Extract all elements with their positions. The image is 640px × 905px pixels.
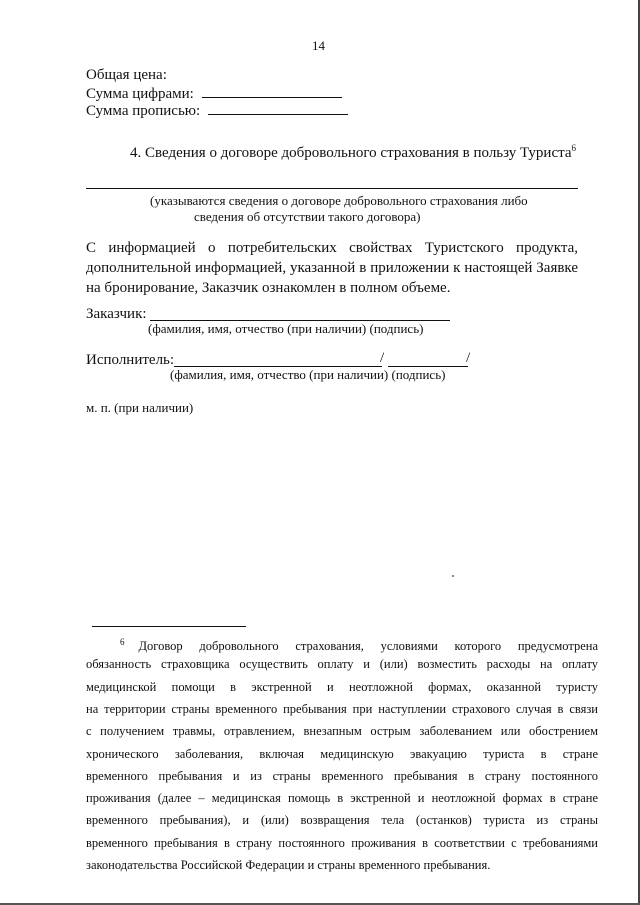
footnote-line-text: медицинской помощи в экстренной и неотложной формах, оказанной туристу — [86, 679, 598, 694]
footnote-line-text: обязанность страховщика осуществить оплату и (или) возместить расходы на оплату — [86, 657, 598, 672]
footnote-line-text: временного пребывания), и (или) возвращения тела (останков) туриста из страны — [86, 813, 598, 828]
section-4-title — [130, 143, 576, 162]
footnote-line-text: с получением травмы, отравлением, внезапным острым заболеванием или обострением — [86, 724, 598, 739]
sum-words-label: Сумма прописью: — [86, 103, 201, 119]
insurance-note-line2: сведения об отсутствии такого договора) — [194, 209, 421, 224]
footnote-line-text: временного пребывания и из страны временного пребывания в страну постоянного — [86, 768, 598, 783]
executor-caption: (фамилия, имя, отчество (при наличии) (подпись) — [170, 367, 446, 382]
footnote-line — [86, 765, 598, 787]
footnote-ref: 6 — [571, 143, 577, 153]
footnote-line-text: временного пребывания в страну постоянного проживания в соответствии с требованиями — [86, 835, 598, 850]
executor-label: Исполнитель: — [86, 352, 175, 368]
page-number: 14 — [312, 38, 325, 53]
footnote-line — [86, 854, 598, 876]
footnote-line — [86, 809, 598, 831]
sum-digits-field[interactable] — [202, 84, 342, 98]
executor-slash-1: / — [380, 350, 385, 366]
ack-line1: С информацией о потребительских свойствах Туристского продукта, — [86, 240, 578, 256]
sum-digits-label: Сумма цифрами: — [86, 86, 194, 102]
footnote-line — [86, 787, 598, 809]
section-4-title-text: 4. Сведения о договоре добровольного страхования в пользу Туриста — [130, 145, 572, 161]
footnote-line-text: хронического заболевания, включая медицинскую эвакуацию туриста в стране — [86, 746, 598, 761]
scan-speck — [452, 575, 454, 577]
customer-caption: (фамилия, имя, отчество (при наличии) (подпись) — [148, 321, 424, 336]
footnote-line — [86, 653, 598, 675]
footnote-separator — [92, 626, 246, 627]
footnote-line-text: законодательства Российской Федерации и страны временного пребывания. — [86, 858, 491, 872]
footnote-line — [86, 698, 598, 720]
sum-words-row — [86, 101, 348, 120]
footnote-line-text: Договор добровольного страхования, условиями которого предусмотрена — [138, 639, 598, 654]
ack-line2: дополнительной информацией, указанной в приложении к настоящей Заявке — [86, 260, 578, 276]
stamp-place-text: м. п. (при наличии) — [86, 400, 194, 415]
ack-line3: на бронирование, Заказчик ознакомлен в полном объеме. — [86, 280, 451, 296]
footnote-line — [86, 743, 598, 765]
footnote-line-text: проживания (далее – медицинская помощь в экстренной и неотложной формах в стране — [86, 791, 598, 806]
total-price-label: Общая цена: — [86, 67, 167, 83]
footnote-line — [86, 832, 598, 854]
footnote-line — [86, 720, 598, 742]
insurance-note-line1: (указываются сведения о договоре добровольного страхования либо — [150, 193, 528, 208]
insurance-info-field[interactable] — [86, 188, 578, 189]
footnote-line — [86, 676, 598, 698]
customer-label: Заказчик: — [86, 306, 147, 322]
footnote-number: 6 — [120, 637, 125, 647]
sum-words-field[interactable] — [208, 101, 348, 115]
executor-slash-2: / — [466, 350, 471, 366]
footnote-line-text: на территории страны временного пребывания при наступлении страхового случая в связи — [86, 701, 598, 716]
